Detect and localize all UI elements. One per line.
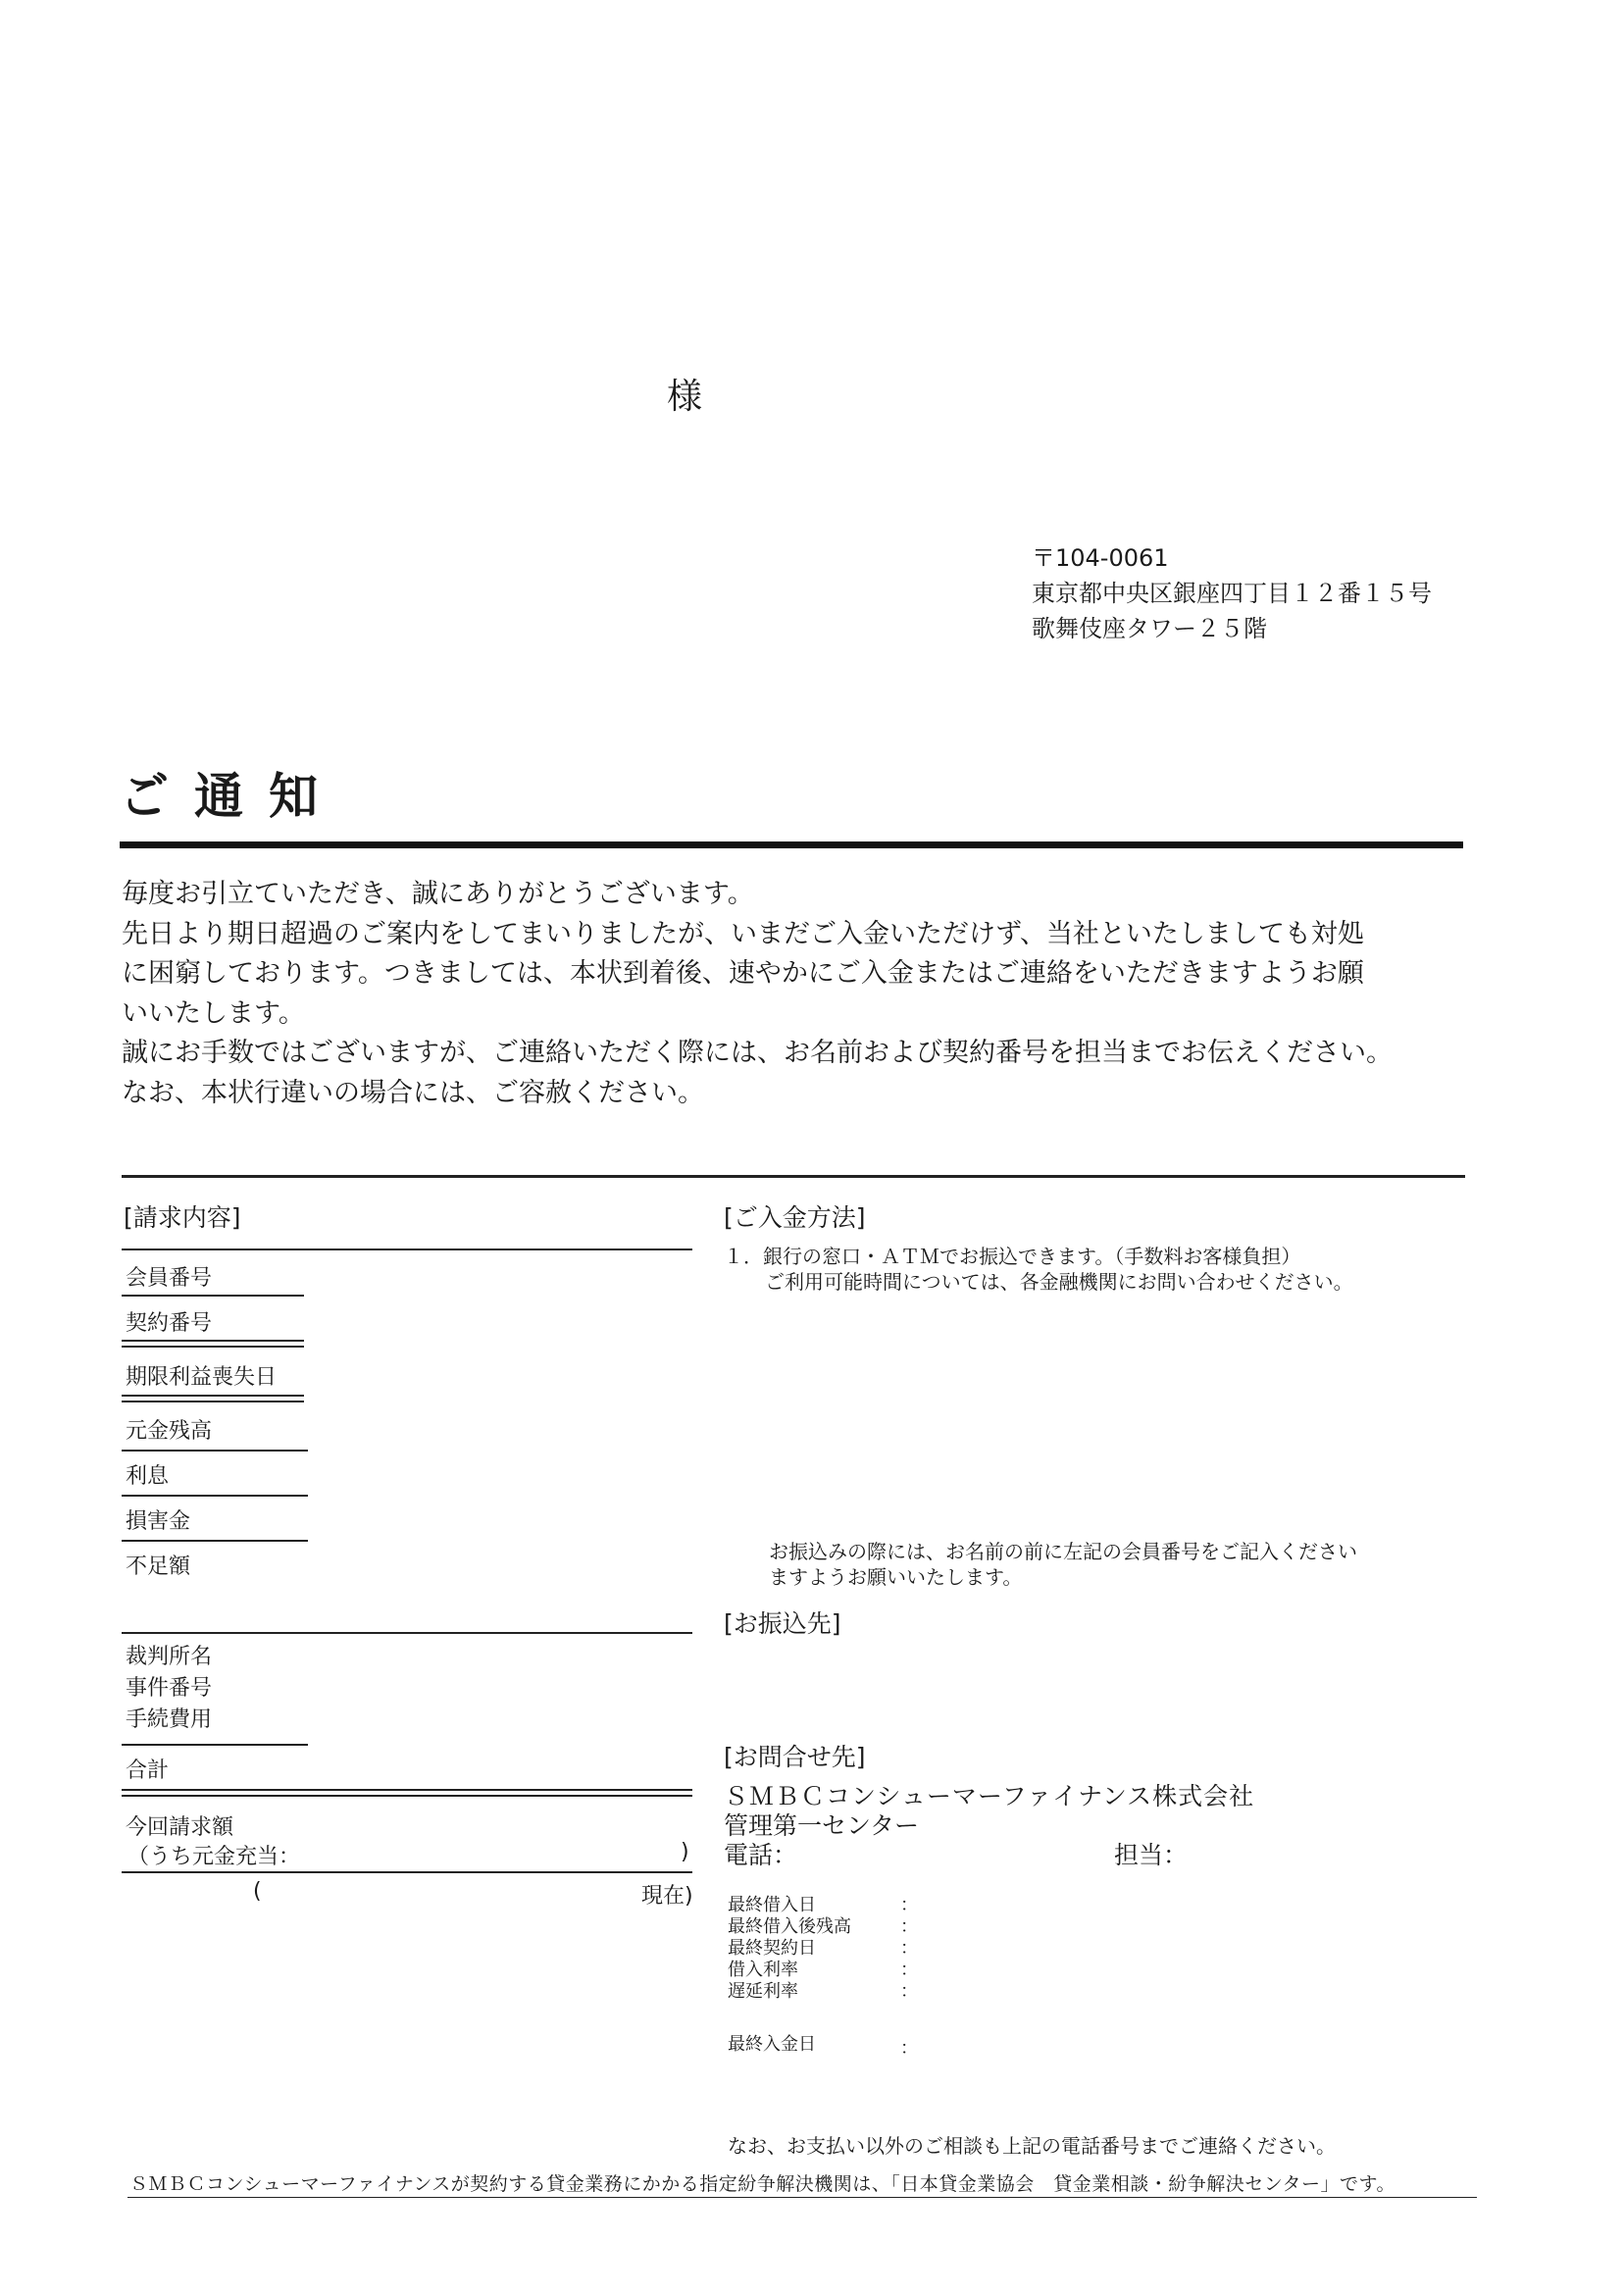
- principal-allocation-label: （うち元金充当：: [127, 1845, 301, 1869]
- row-rule: [122, 1795, 692, 1797]
- member-number-label: 会員番号: [126, 1266, 213, 1291]
- acceleration-date-label: 期限利益喪失日: [126, 1365, 278, 1390]
- court-info: [126, 1642, 212, 1736]
- recipient-honorific: 様: [667, 377, 703, 417]
- notice-body: [122, 875, 1393, 1113]
- payment-note-line1: お振込みの際には、お名前の前に左記の会員番号をご記入ください: [769, 1540, 1357, 1563]
- late-rate-label: 遅延利率: [728, 1981, 798, 2002]
- billing-heading: [請求内容]: [124, 1203, 241, 1232]
- body-line: いいたします。: [122, 997, 305, 1029]
- total-label: 合計: [126, 1758, 170, 1783]
- row-rule: [122, 1540, 308, 1542]
- address-line1: 東京都中央区銀座四丁目１２番１５号: [1032, 580, 1432, 607]
- page-title: ご通知: [120, 768, 343, 825]
- court-name-label: 裁判所名: [126, 1645, 213, 1669]
- staff-label: 担当：: [1114, 1841, 1189, 1869]
- body-line: 誠にお手数ではございますが、ご連絡いただく際には、お名前および契約番号を担当までお伝えください。: [122, 1038, 1393, 1068]
- case-number-label: 事件番号: [126, 1676, 213, 1701]
- row-rule: [122, 1744, 308, 1746]
- phone-label: 電話：: [724, 1841, 798, 1869]
- row-rule: [122, 1450, 308, 1452]
- body-line: に困窮しております。つきましては、本状到着後、速やかにご入金またはご連絡をいただきますようお願: [122, 958, 1364, 989]
- body-line: 先日より期日超過のご案内をしてまいりましたが、いまだご入金いただけず、当社といたしましても対処: [122, 918, 1364, 949]
- body-line: 毎度お引立ていただき、誠にありがとうございます。: [122, 879, 754, 909]
- contact-heading: [お問合せ先]: [724, 1743, 866, 1771]
- detail-colon: ：: [900, 2038, 918, 2059]
- billing-heading-rule: [122, 1248, 692, 1250]
- dispute-resolution-footer: ＳＭＢＣコンシューマーファイナンスが契約する貸金業務にかかる指定紛争解決機関は、「日本貸金業協会 貸金業相談・紛争解決センター」です。: [129, 2173, 1396, 2195]
- contract-details: [728, 1895, 851, 2003]
- row-rule: [122, 1340, 304, 1342]
- borrowing-rate-label: 借入利率: [728, 1960, 798, 1980]
- company-name: ＳＭＢＣコンシューマーファイナンス株式会社: [724, 1782, 1255, 1810]
- last-borrow-date-label: 最終借入日: [728, 1895, 816, 1915]
- footer-underline: [127, 2197, 1477, 2198]
- transfer-heading: [お振込先]: [724, 1609, 841, 1638]
- row-rule: [122, 1395, 304, 1397]
- section-rule: [122, 1175, 1465, 1178]
- as-of-label: 現在): [641, 1884, 693, 1909]
- row-rule: [122, 1295, 304, 1297]
- body-line: なお、本状行違いの場合には、ご容赦ください。: [122, 1077, 704, 1108]
- balance-after-last-borrow-label: 最終借入後残高: [728, 1916, 851, 1937]
- row-rule: [122, 1495, 308, 1497]
- as-of-open: (: [253, 1879, 262, 1904]
- postal-code: 〒104-0061: [1032, 544, 1169, 572]
- current-billing-label: 今回請求額: [126, 1815, 234, 1840]
- row-rule: [122, 1401, 304, 1402]
- damages-label: 損害金: [126, 1509, 191, 1534]
- court-section-rule: [122, 1632, 692, 1634]
- row-rule: [122, 1789, 692, 1791]
- procedure-cost-label: 手続費用: [126, 1707, 213, 1732]
- interest-label: 利息: [126, 1464, 170, 1489]
- address-line2: 歌舞伎座タワー２５階: [1032, 615, 1267, 642]
- detail-colons: ： ： ： ： ：: [900, 1895, 918, 2002]
- payment-note-line2: ますようお願いいたします。: [769, 1565, 1023, 1589]
- payment-heading: [ご入金方法]: [724, 1203, 866, 1232]
- contract-number-label: 契約番号: [126, 1311, 213, 1336]
- last-contract-date-label: 最終契約日: [728, 1938, 816, 1959]
- principal-balance-label: 元金残高: [126, 1419, 213, 1444]
- shortfall-label: 不足額: [126, 1554, 191, 1579]
- last-payment-date-label: 最終入金日: [728, 2034, 816, 2055]
- payment-method-line2: ご利用可能時間については、各金融機関にお問い合わせください。: [765, 1270, 1353, 1294]
- closing-note: なお、お支払い以外のご相談も上記の電話番号までご連絡ください。: [728, 2134, 1336, 2158]
- row-rule: [122, 1871, 692, 1873]
- payment-method-line1: １．銀行の窓口・ＡＴＭでお振込できます。（手数料お客様負担）: [724, 1245, 1301, 1268]
- principal-allocation-close: ): [681, 1840, 689, 1864]
- center-name: 管理第一センター: [724, 1811, 920, 1840]
- row-rule: [122, 1346, 304, 1348]
- title-rule: [120, 841, 1463, 848]
